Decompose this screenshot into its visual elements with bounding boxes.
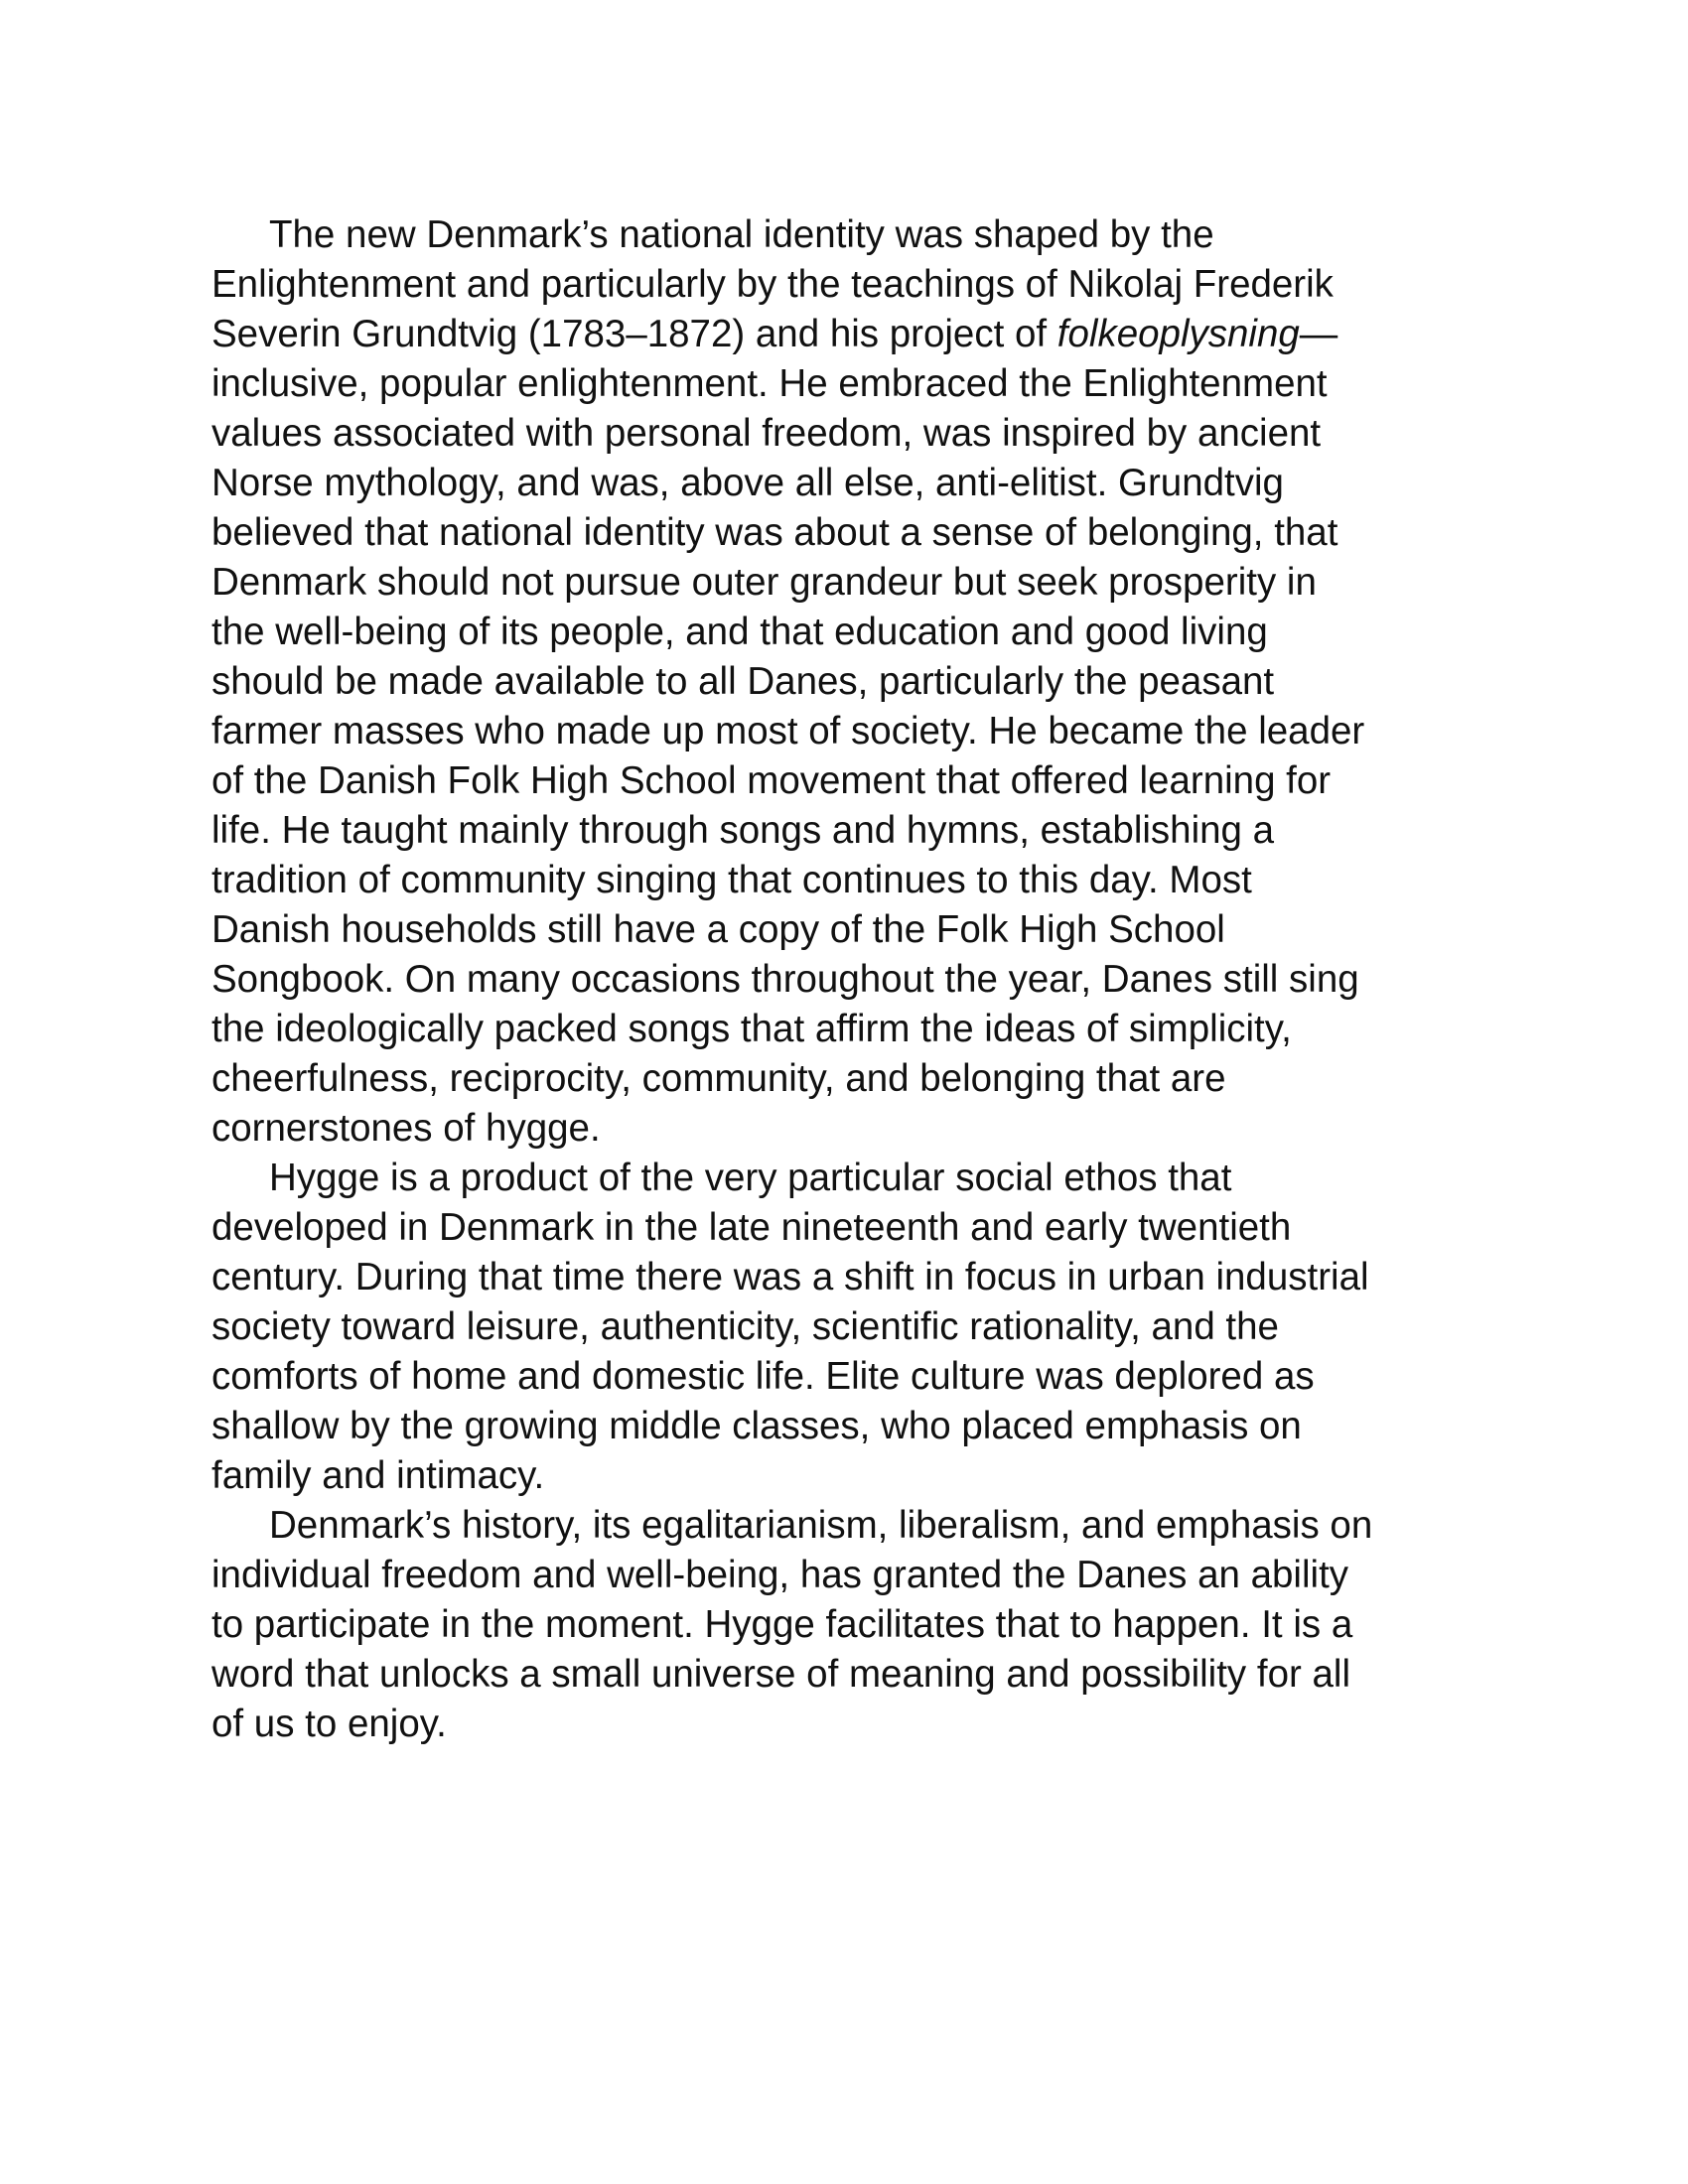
text-line: family and intimacy.	[211, 1454, 545, 1497]
text-line: the ideologically packed songs that affirm the ideas of simplicity,	[211, 1008, 1292, 1050]
text-line: life. He taught mainly through songs and hymns, establishing a	[211, 809, 1275, 852]
em-dash: —	[1299, 313, 1338, 355]
text-line: tradition of community singing that continues to this day. Most	[211, 859, 1252, 901]
text-line: The new Denmark’s national identity was shaped by the	[269, 213, 1214, 256]
italic-term: folkeoplysning	[1056, 313, 1300, 355]
text-line: shallow by the growing middle classes, who placed emphasis on	[211, 1405, 1302, 1447]
text-line: developed in Denmark in the late nineteenth and early twentieth	[211, 1206, 1292, 1249]
text-segment: Severin Grundtvig (1783–1872) and his project of	[211, 313, 1057, 355]
body-text	[211, 210, 1492, 1749]
text-line: Denmark’s history, its egalitarianism, liberalism, and emphasis on	[269, 1504, 1373, 1547]
text-line: century. During that time there was a shift in focus in urban industrial	[211, 1256, 1369, 1298]
text-line: Danish households still have a copy of the Folk High School	[211, 908, 1225, 951]
text-line: Denmark should not pursue outer grandeur but seek prosperity in	[211, 561, 1317, 604]
text-line: word that unlocks a small universe of meaning and possibility for all	[211, 1653, 1351, 1696]
text-line: of the Danish Folk High School movement that offered learning for	[211, 759, 1332, 802]
text-line: the well-being of its people, and that education and good living	[211, 611, 1268, 653]
text-line: should be made available to all Danes, particularly the peasant	[211, 660, 1275, 703]
text-line: inclusive, popular enlightenment. He embraced the Enlightenment	[211, 362, 1328, 405]
text-line: farmer masses who made up most of society. He became the leader	[211, 710, 1365, 752]
text-line: Enlightenment and particularly by the teachings of Nikolaj Frederik	[211, 263, 1334, 306]
text-line: cheerfulness, reciprocity, community, and belonging that are	[211, 1057, 1226, 1100]
text-line: values associated with personal freedom, was inspired by ancient	[211, 412, 1322, 455]
text-line: individual freedom and well-being, has granted the Danes an ability	[211, 1554, 1349, 1596]
paragraph-3	[211, 1501, 1492, 1749]
text-line: Norse mythology, and was, above all else, anti-elitist. Grundtvig	[211, 462, 1284, 504]
text-line: Songbook. On many occasions throughout the year, Danes still sing	[211, 958, 1359, 1001]
paragraph-2	[211, 1154, 1492, 1501]
text-line: society toward leisure, authenticity, scientific rationality, and the	[211, 1305, 1279, 1348]
text-line: comforts of home and domestic life. Elite culture was deplored as	[211, 1355, 1315, 1398]
text-line: cornerstones of hygge.	[211, 1107, 601, 1150]
paragraph-1	[211, 210, 1492, 1154]
text-line: believed that national identity was about a sense of belonging, that	[211, 511, 1338, 554]
text-line: to participate in the moment. Hygge facilitates that to happen. It is a	[211, 1603, 1353, 1646]
text-line: Hygge is a product of the very particular social ethos that	[269, 1157, 1232, 1199]
text-line	[211, 310, 1492, 359]
text-line: of us to enjoy.	[211, 1703, 447, 1745]
